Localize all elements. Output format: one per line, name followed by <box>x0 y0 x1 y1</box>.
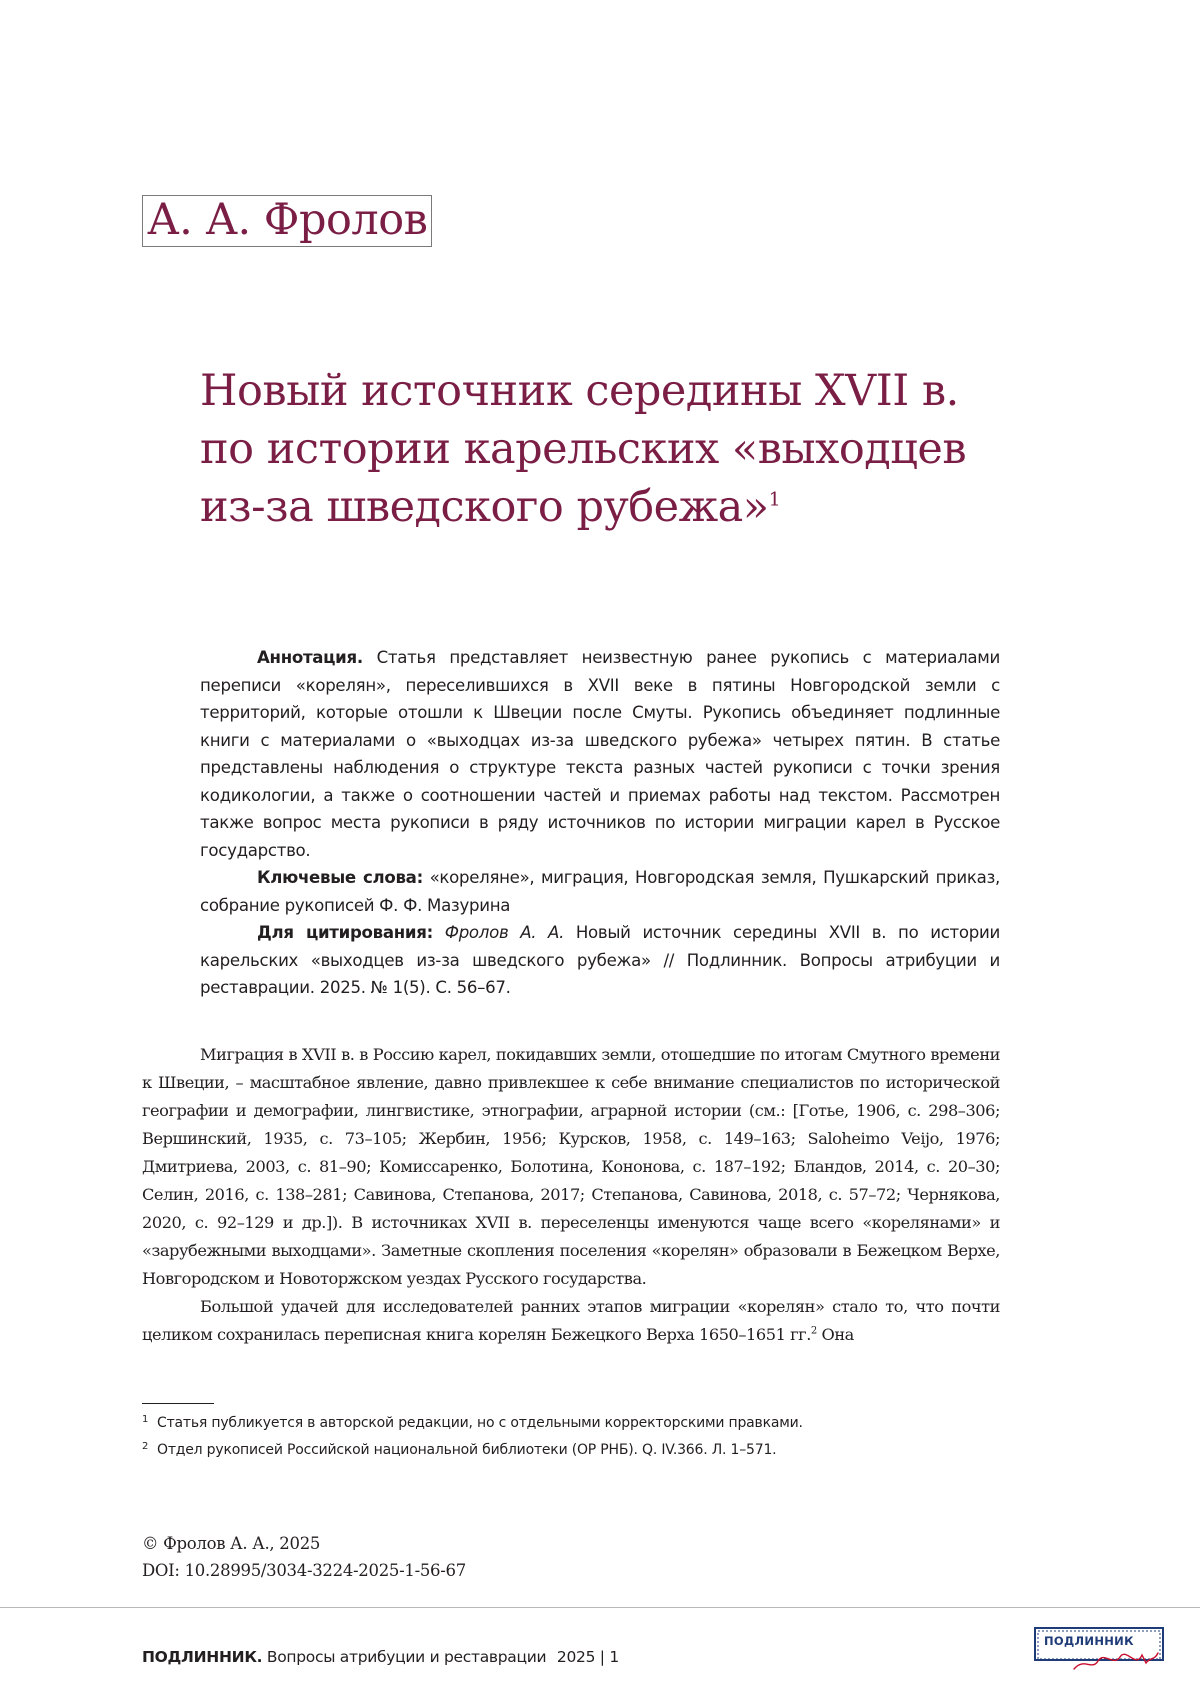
footnote-number: 2 <box>142 1433 157 1460</box>
citation-author: Фролов А. А. <box>445 923 564 942</box>
running-footer <box>142 1647 619 1667</box>
citation-label: Для цитирования: <box>257 923 433 942</box>
annotation-paragraph <box>200 644 1000 864</box>
footnote-item <box>142 1410 1000 1437</box>
copyright-block <box>142 1530 742 1584</box>
footnote-number: 1 <box>142 1406 157 1433</box>
logo-text: ПОДЛИННИК <box>1044 1634 1134 1648</box>
journal-brand: ПОДЛИННИК. <box>142 1648 262 1666</box>
body-paragraph-2-tail: Она <box>817 1325 854 1344</box>
title-line: Новый источник середины XVII в. <box>200 362 1080 420</box>
annotation-label: Аннотация. <box>257 648 363 667</box>
footnote-item <box>142 1437 1000 1464</box>
author-name: А. А. Фролов <box>142 195 432 247</box>
footnote-ref-2[interactable]: 2 <box>811 1326 817 1337</box>
footer-divider <box>0 1607 1200 1608</box>
logo-signature-icon <box>1034 1627 1164 1673</box>
journal-logo <box>1034 1627 1164 1673</box>
title-line-text: из-за шведского рубежа» <box>200 482 769 532</box>
keywords-text: «кореляне», миграция, Новгородская земля, Пушкарский приказ, собрание рукописей Ф. Ф. Мазурина <box>200 868 1000 915</box>
abstract-block <box>200 644 1000 1002</box>
title-footnote-ref[interactable]: 1 <box>769 489 781 511</box>
title-line <box>200 478 1080 536</box>
footnote-divider <box>142 1403 214 1404</box>
journal-subtitle: Вопросы атрибуции и реставрации <box>262 1648 546 1666</box>
citation-text: Новый источник середины XVII в. по истории карельских «выходцев из-за шведского рубежа» // Подлинник. Вопросы атрибуции и реставрации. 2025. № 1(5). С. 56–67. <box>200 923 1000 997</box>
body-paragraph-2 <box>142 1293 1000 1349</box>
footnotes <box>142 1410 1000 1464</box>
citation-paragraph <box>200 919 1000 1002</box>
footnote-text: Статья публикуется в авторской редакции, но с отдельными корректорскими правками. <box>157 1410 803 1437</box>
title-line: по истории карельских «выходцев <box>200 420 1080 478</box>
annotation-text: Статья представляет неизвестную ранее рукопись с материалами переписи «корелян», переселившихся в XVII веке в пятины Новгородской земли с территорий, которые отошли к Швеции после Смуты. Рукопись объединяет подлинные книги с материалами о «выходцах из-за шведского рубежа» четырех пятин. В статье представлены наблюдения о структуре текста разных частей рукописи с точки зрения кодикологии, а также о соотношении частей и приемах работы над текстом. Рассмотрен также вопрос места рукописи в ряду источников по истории миграции карел в Русское государство. <box>200 648 1000 860</box>
issue-number: 2025 | 1 <box>557 1648 619 1666</box>
doi-line[interactable]: DOI: 10.28995/3034-3224-2025-1-56-67 <box>142 1557 742 1584</box>
footnote-text: Отдел рукописей Российской национальной библиотеки (ОР РНБ). Q. IV.366. Л. 1–571. <box>157 1437 776 1464</box>
body-paragraph-1: Миграция в XVII в. в Россию карел, покидавших земли, отошедшие по итогам Смутного времени к Швеции, – масштабное явление, давно привлекшее к себе внимание специалистов по исторической географии и демографии, лингвистике, этнографии, аграрной истории (см.: [Готье, 1906, с. 298–306; Вершинский, 1935, с. 73–105; Жербин, 1956; Курсков, 1958, с. 149–163; Saloheimo Veijo, 1976; Дмитриева, 2003, с. 81–90; Комиссаренко, Болотина, Кононова, с. 187–192; Бландов, 2014, с. 20–30; Селин, 2016, с. 138–281; Савинова, Степанова, 2017; Степанова, Савинова, 2018, с. 57–72; Чернякова, 2020, с. 92–129 и др.]). В источниках XVII в. переселенцы именуются чаще всего «корелянами» и «зарубежными выходцами». Заметные скопления поселения «корелян» образовали в Бежецком Верхе, Новгородском и Новоторжском уездах Русского государства. <box>142 1041 1000 1293</box>
keywords-label: Ключевые слова: <box>257 868 423 887</box>
article-title <box>200 362 1080 536</box>
keywords-paragraph <box>200 864 1000 919</box>
article-body <box>142 1041 1000 1349</box>
copyright-line: © Фролов А. А., 2025 <box>142 1530 742 1557</box>
body-paragraph-2-text: Большой удачей для исследователей ранних этапов миграции «корелян» стало то, что почти целиком сохранилась переписная книга корелян Бежецкого Верха 1650–1651 гг. <box>142 1297 1000 1344</box>
